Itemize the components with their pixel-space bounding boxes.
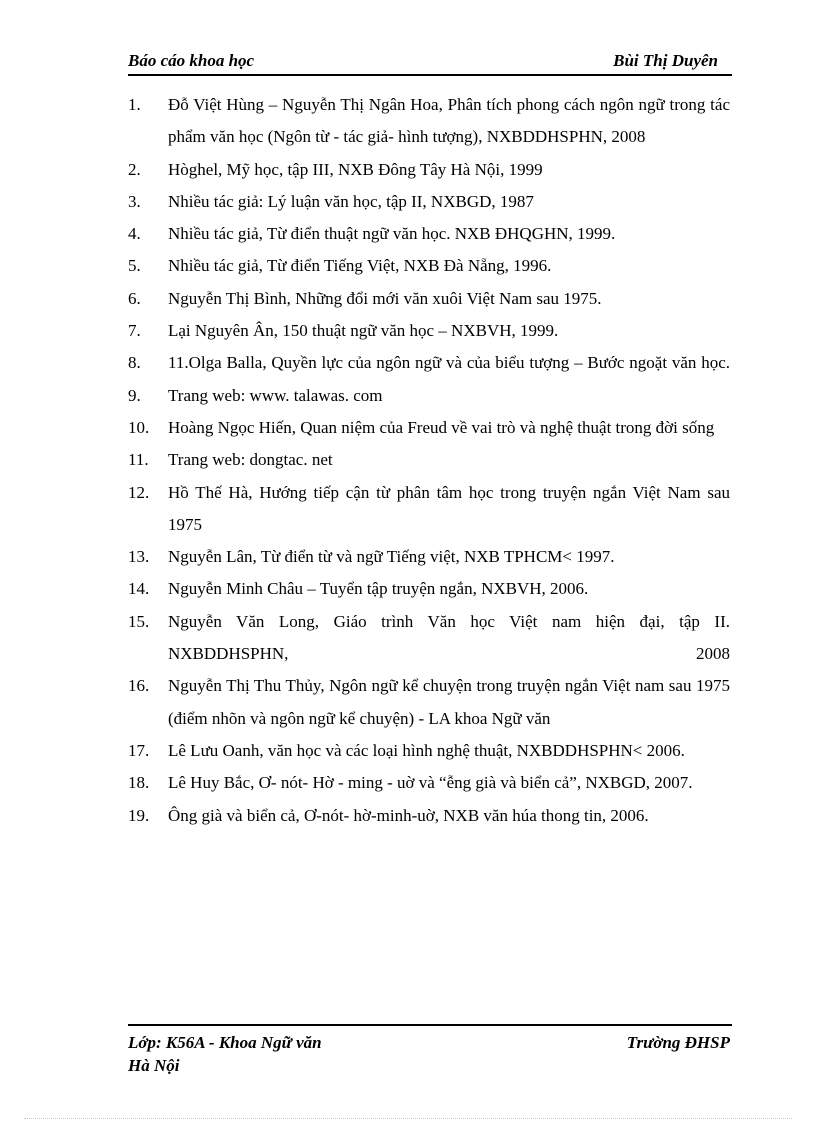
reference-item: 9. Trang web: www. talawas. com (128, 385, 383, 405)
reference-item: 7. Lại Nguyên Ân, 150 thuật ngữ văn học – NXBVH, 1999. (128, 321, 559, 341)
reference-item: 12. Hồ Thế Hà, Hướng tiếp cận từ phân tâm học trong truyện ngắn Việt Nam sau 1975 (128, 482, 730, 534)
reference-item: 3. Nhiều tác giả: Lý luận văn học, tập II, NXBGD, 1987 (128, 191, 534, 211)
reference-item: 18. Lê Huy Bắc, Ơ- nót- Hờ - ming - uờ và “ễng già và biển cả”, NXBGD, 2007. (128, 773, 693, 793)
reference-item: 14. Nguyễn Minh Châu – Tuyển tập truyện ngắn, NXBVH, 2006. (128, 579, 589, 599)
reference-list (128, 89, 730, 832)
reference-item: 4. Nhiều tác giả, Từ điển thuật ngữ văn học. NXB ĐHQGHN, 1999. (128, 224, 616, 244)
reference-item: 13. Nguyễn Lân, Từ điển từ và ngữ Tiếng việt, NXB TPHCM< 1997. (128, 547, 615, 567)
header-report-title: Báo cáo khoa học (128, 51, 255, 70)
reference-item: 6. Nguyễn Thị Bình, Những đổi mới văn xuôi Việt Nam sau 1975. (128, 288, 602, 308)
reference-item: 17. Lê Lưu Oanh, văn học và các loại hình nghệ thuật, NXBDDHSPHN< 2006. (128, 740, 685, 760)
reference-item: 2. Hòghel, Mỹ học, tập III, NXB Đông Tây Hà Nội, 1999 (128, 159, 543, 179)
reference-item: 16. Nguyễn Thị Thu Thủy, Ngôn ngữ kể chuyện trong truyện ngắn Việt nam sau 1975 (điểm nhõn và ngôn ngữ kể chuyện) - LA khoa Ngữ văn (128, 676, 730, 728)
reference-item: 10. Hoàng Ngọc Hiến, Quan niệm của Freud về vai trò và nghệ thuật trong đời sống (128, 417, 715, 437)
reference-item: 1. Đỗ Việt Hùng – Nguyễn Thị Ngân Hoa, Phân tích phong cách ngôn ngữ trong tác phẩm văn học (Ngôn từ - tác giả- hình tượng), NXBDDHSPHN, 2008 (128, 95, 730, 147)
page-footer (128, 1024, 732, 1075)
reference-item: 19. Ông già và biển cả, Ơ-nót- hờ-minh-uờ, NXB văn húa thong tin, 2006. (128, 805, 649, 825)
header-author: Bùi Thị Duyên (613, 51, 718, 70)
reference-item: 8. 11.Olga Balla, Quyền lực của ngôn ngữ và của biểu tượng – Bước ngoặt văn học. (128, 353, 730, 373)
page-header (128, 48, 732, 76)
footer-city: Hà Nội (128, 1056, 180, 1075)
reference-item: 5. Nhiều tác giả, Từ điển Tiếng Việt, NXB Đà Nẵng, 1996. (128, 256, 552, 276)
footer-class-faculty: Lớp: K56A - Khoa Ngữ văn (128, 1033, 322, 1052)
page-bottom-dotted-rule (24, 1118, 792, 1119)
reference-item: 15. Nguyễn Văn Long, Giáo trình Văn học Việt nam hiện đại, tập II. NXBDDHSPHN, 2008 (128, 611, 730, 664)
footer-university: Trường ĐHSP (626, 1033, 730, 1052)
reference-item: 11. Trang web: dongtac. net (128, 450, 333, 470)
